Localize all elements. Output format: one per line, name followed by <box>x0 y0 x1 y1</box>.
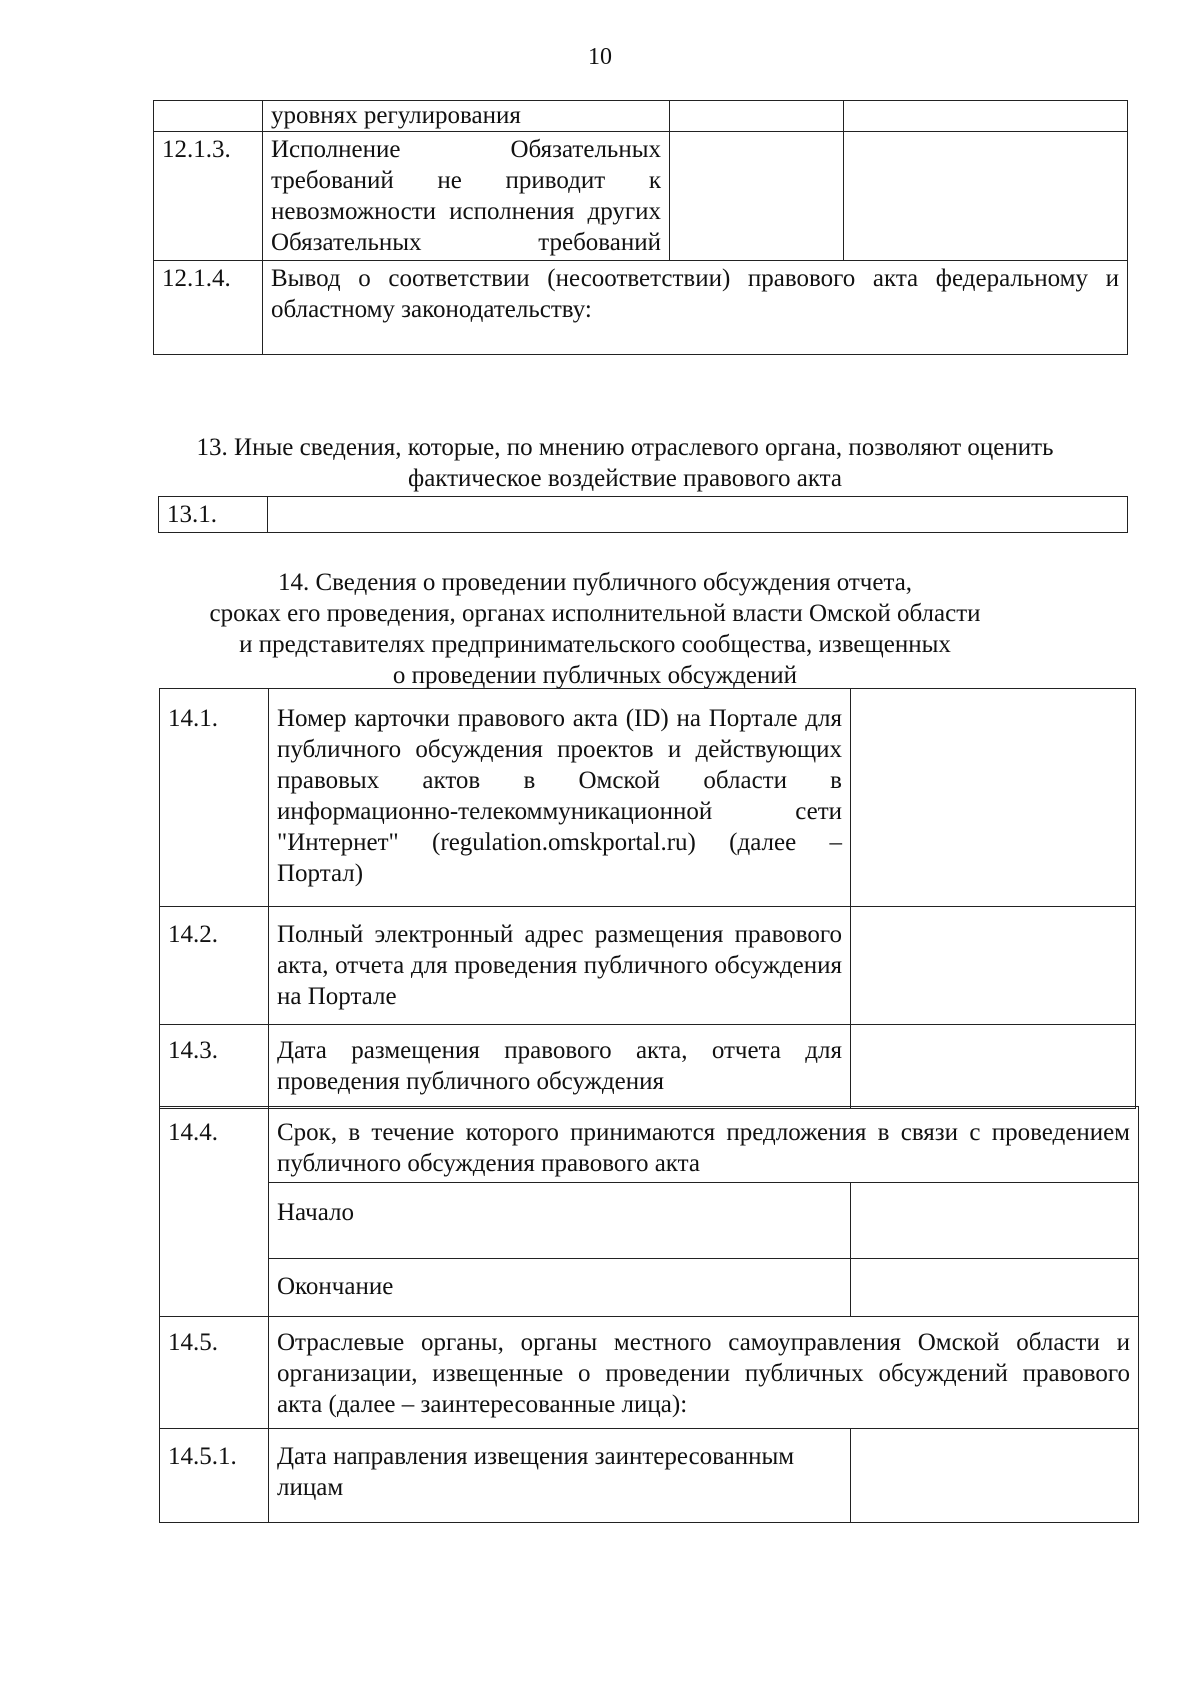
blank-cell <box>268 497 1128 533</box>
row-text: Дата размещения правового акта, отчета для проведения публичного обсуждения <box>269 1025 851 1109</box>
row-number: 14.2. <box>160 907 269 1025</box>
blank-cell <box>844 132 1128 261</box>
row-number <box>154 101 263 132</box>
table-row <box>160 1317 1139 1429</box>
section-14-table <box>159 688 1136 1109</box>
table-row <box>160 1259 1139 1317</box>
section-14-4-table <box>159 1106 1139 1523</box>
table-row <box>160 1429 1139 1523</box>
row-text: Номер карточки правового акта (ID) на Портале для публичного обсуждения проектов и действующих правовых актов в Омской области в информационно-телекоммуникационной сети "Интернет" (regulation.omskportal.ru) (далее – Портал) <box>269 689 851 907</box>
table-row <box>160 689 1136 907</box>
blank-cell <box>844 101 1128 132</box>
table-row <box>154 101 1128 132</box>
section-12-table <box>153 100 1128 355</box>
row-text: Исполнение Обязательных требований не приводит к невозможности исполнения других Обязательных требований <box>263 132 670 261</box>
row-number: 14.3. <box>160 1025 269 1109</box>
row-text: Срок, в течение которого принимаются предложения в связи с проведением публичного обсуждения правового акта <box>269 1107 1139 1183</box>
end-label: Окончание <box>269 1259 851 1317</box>
blank-cell <box>670 132 844 261</box>
heading-line: сроках его проведения, органах исполнительной власти Омской области <box>209 600 981 627</box>
row-number: 13.1. <box>159 497 268 533</box>
row-number: 12.1.4. <box>154 261 263 355</box>
page-number: 10 <box>588 44 612 70</box>
blank-cell <box>851 1025 1136 1109</box>
heading-line: 14. Сведения о проведении публичного обсуждения отчета, <box>277 569 913 596</box>
row-number: 14.4. <box>160 1107 269 1317</box>
row-number: 12.1.3. <box>154 132 263 261</box>
heading-line: и представителях предпринимательского сообщества, извещенных <box>239 631 951 658</box>
row-text: Отраслевые органы, органы местного самоуправления Омской области и организации, извещенные о проведении публичных обсуждений правового акта (далее – заинтересованные лица): <box>269 1317 1139 1429</box>
table-row <box>160 1025 1136 1109</box>
row-text: Вывод о соответствии (несоответствии) правового акта федеральному и областному законодательству: <box>263 261 1128 355</box>
table-row <box>154 261 1128 355</box>
section-13-table <box>158 496 1128 533</box>
section-14-heading <box>140 567 1050 691</box>
blank-cell <box>851 907 1136 1025</box>
row-text: Дата направления извещения заинтересованным лицам <box>269 1429 851 1523</box>
start-label: Начало <box>269 1183 851 1259</box>
table-row <box>160 1107 1139 1183</box>
row-text: уровнях регулирования <box>263 101 670 132</box>
blank-cell <box>851 689 1136 907</box>
row-text: Полный электронный адрес размещения правового акта, отчета для проведения публичного обсуждения на Портале <box>269 907 851 1025</box>
row-number: 14.1. <box>160 689 269 907</box>
heading-line: о проведении публичных обсуждений <box>392 662 798 689</box>
table-row <box>160 907 1136 1025</box>
row-number: 14.5. <box>160 1317 269 1429</box>
table-row <box>159 497 1128 533</box>
row-number: 14.5.1. <box>160 1429 269 1523</box>
blank-cell <box>851 1429 1139 1523</box>
blank-cell <box>670 101 844 132</box>
blank-cell <box>851 1259 1139 1317</box>
blank-cell <box>851 1183 1139 1259</box>
table-row <box>160 1183 1139 1259</box>
section-13-heading: 13. Иные сведения, которые, по мнению отраслевого органа, позволяют оценить фактическое воздействие правового акта <box>196 434 1054 492</box>
table-row <box>154 132 1128 261</box>
